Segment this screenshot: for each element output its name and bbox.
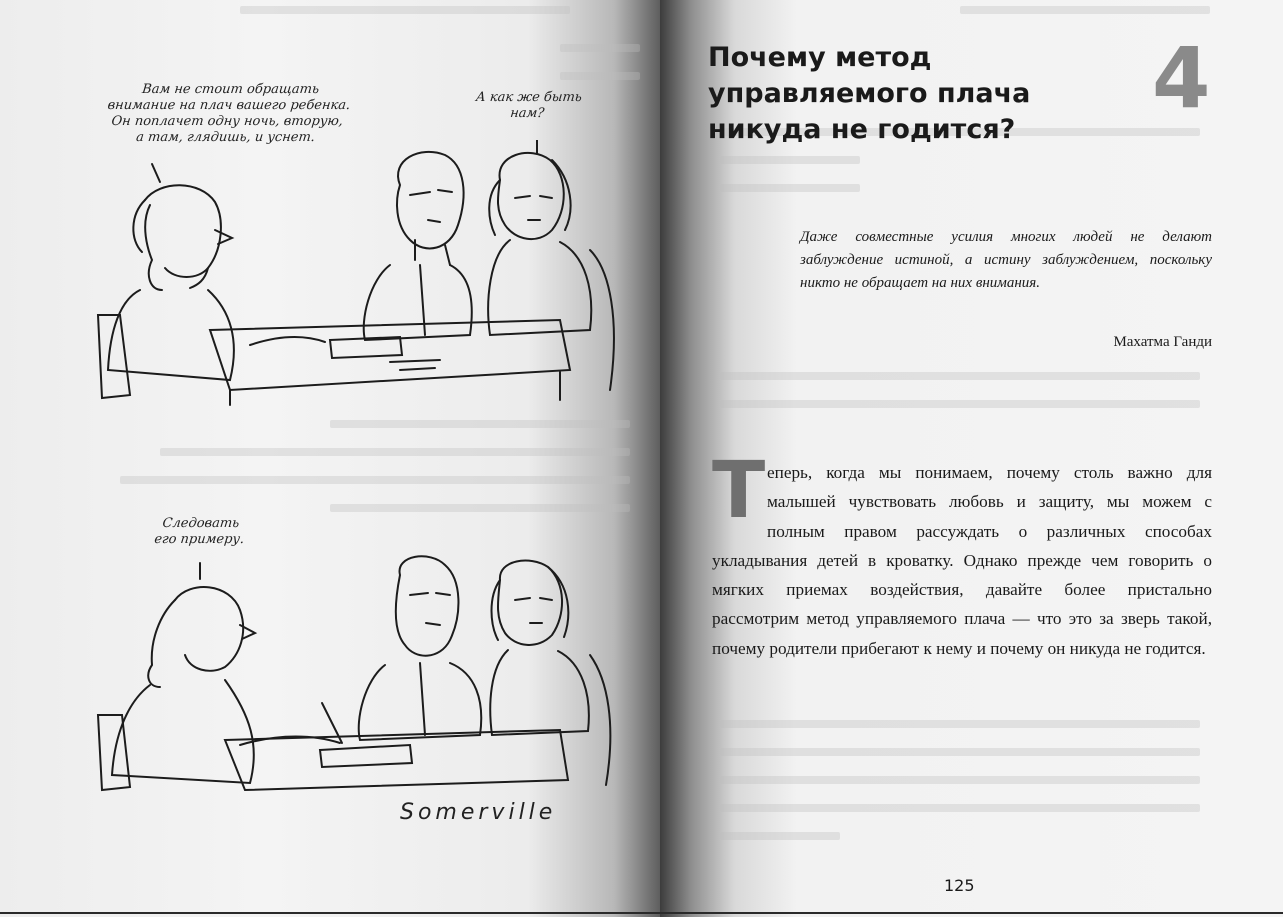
bleed-line xyxy=(240,6,570,14)
bleed-line xyxy=(720,184,860,192)
caption-line: внимание на плач вашего ребенка. xyxy=(106,98,351,113)
bleed-line xyxy=(720,720,1200,728)
epigraph-author: Махатма Ганди xyxy=(1113,334,1212,350)
bleed-line xyxy=(720,804,1200,812)
cartoon-bottom-illustration xyxy=(90,555,650,795)
bleed-line xyxy=(720,748,1200,756)
cartoon-top-caption-left xyxy=(85,82,372,146)
bleed-line xyxy=(720,776,1200,784)
bleed-line xyxy=(160,448,630,456)
drop-cap: Т xyxy=(712,446,766,536)
cartoon-top-illustration xyxy=(90,140,650,410)
chapter-title: Почему метод управляемого плача никуда не годится? xyxy=(708,42,1031,145)
bleed-line xyxy=(560,72,640,80)
caption-line: Он поплачет одну ночь, вторую, xyxy=(110,114,344,129)
chapter-number: 4 xyxy=(1152,29,1211,127)
caption-line: Вам не стоит обращать xyxy=(141,82,320,97)
cartoon-bottom-caption xyxy=(138,516,261,548)
caption-line: его примеру. xyxy=(153,532,245,547)
page-number: 125 xyxy=(944,876,975,895)
bottom-edge-rule xyxy=(0,912,1283,914)
caption-line: нам? xyxy=(509,106,546,121)
bleed-line xyxy=(330,504,630,512)
body-paragraph: еперь, когда мы понимаем, почему столь важно для малышей чувствовать любовь и защиту, мы можем с полным правом рассуждать о различных способах укладывания детей в кроватку. Однако прежде чем говорить о мягких приемах воздействия, давайте более пристально рассмотрим метод управляемого плача — что это за зверь такой, почему родители прибегают к нему и почему он никуда не годится. xyxy=(712,463,1212,658)
bleed-line xyxy=(720,372,1200,380)
bleed-line xyxy=(720,832,840,840)
caption-line: А как же быть xyxy=(475,90,583,105)
bleed-line xyxy=(120,476,630,484)
bleed-line xyxy=(560,44,640,52)
caption-line: а там, глядишь, и уснет. xyxy=(135,130,316,145)
epigraph-text: Даже совместные усилия многих людей не делают заблуждение истиной, а истину заблуждением, поскольку никто не обращает на них внимания. xyxy=(800,229,1212,291)
cartoonist-signature: Somerville xyxy=(400,800,557,825)
bleed-line xyxy=(720,156,860,164)
bleed-line xyxy=(330,420,630,428)
cartoon-top-caption-right xyxy=(466,90,589,122)
caption-line: Следовать xyxy=(161,516,241,531)
bleed-line xyxy=(960,6,1210,14)
bleed-line xyxy=(720,400,1200,408)
